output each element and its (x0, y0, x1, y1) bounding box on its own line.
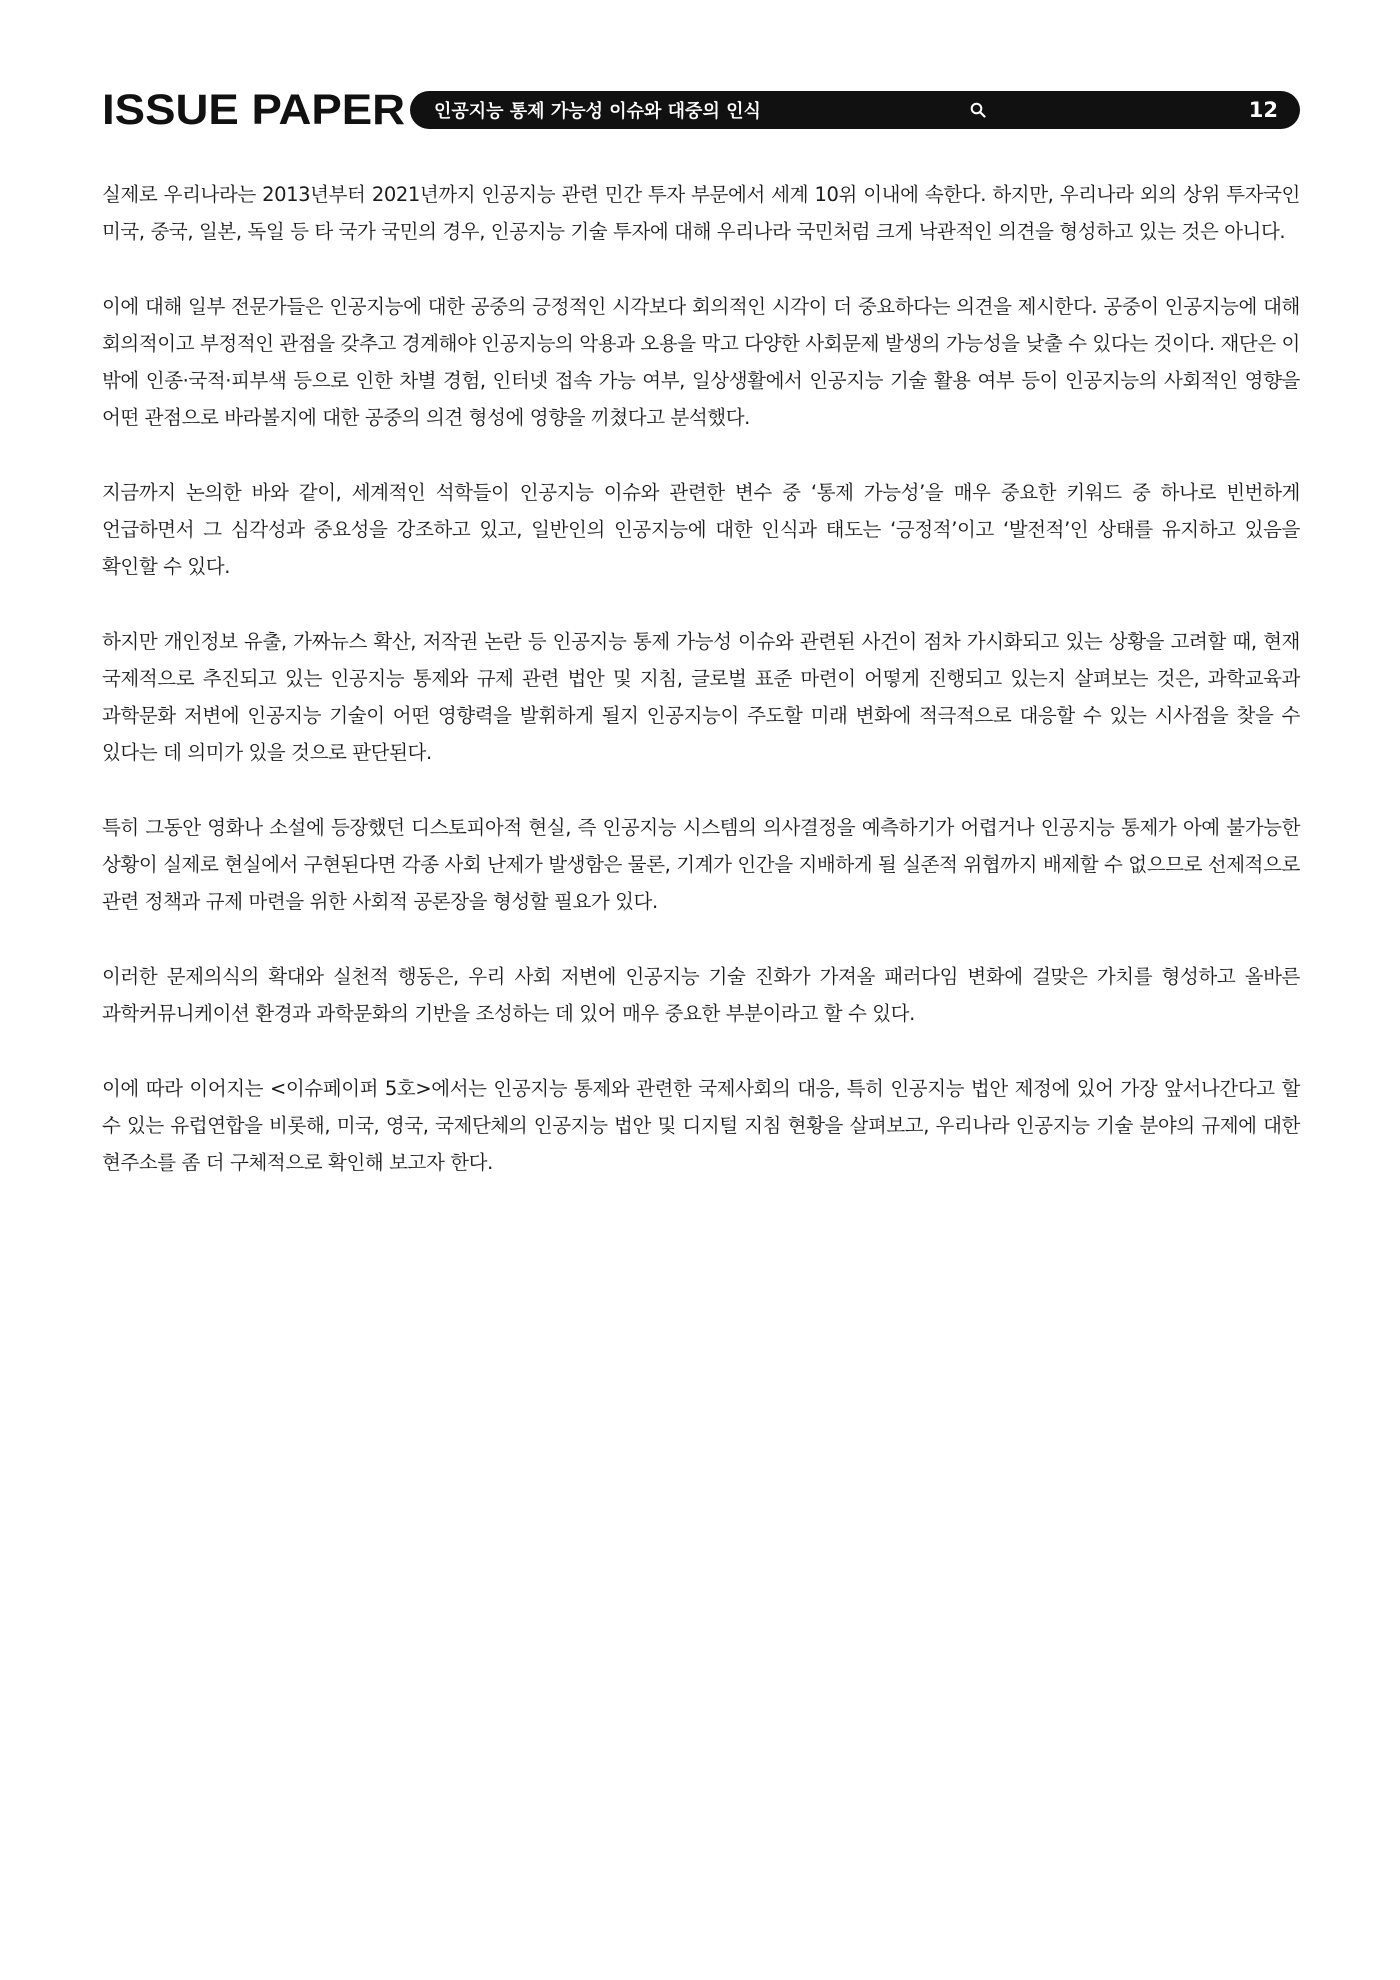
issue-paper-logo: ISSUE PAPER (102, 86, 406, 134)
search-icon (970, 102, 986, 118)
header-title: 인공지능 통제 가능성 이슈와 대중의 인식 (433, 101, 761, 122)
paragraph: 이러한 문제의식의 확대와 실천적 행동은, 우리 사회 저변에 인공지능 기술 진화가 가져올 패러다임 변화에 걸맞은 가치를 형성하고 올바른 과학커뮤니케이션 환경과 과학문화의 기반을 조성하는 데 있어 매우 중요한 부분이라고 할 수 있다. (102, 965, 1300, 1025)
paragraph: 지금까지 논의한 바와 같이, 세계적인 석학들이 인공지능 이슈와 관련한 변수 중 ‘통제 가능성’을 매우 중요한 키워드 중 하나로 빈번하게 언급하면서 그 심각성과 중요성을 강조하고 있고, 일반인의 인공지능에 대한 인식과 태도는 ‘긍정적’이고 ‘발전적’인 상태를 유지하고 있음을 확인할 수 있다. (102, 481, 1300, 578)
header-title-bar (410, 91, 1300, 129)
page-number: 12 (1248, 98, 1278, 122)
paragraph: 실제로 우리나라는 2013년부터 2021년까지 인공지능 관련 민간 투자 부문에서 세계 10위 이내에 속한다. 하지만, 우리나라 외의 상위 투자국인 미국, 중국, 일본, 독일 등 타 국가 국민의 경우, 인공지능 기술 투자에 대해 우리나라 국민처럼 크게 낙관적인 의견을 형성하고 있는 것은 아니다. (102, 183, 1300, 243)
paragraph: 하지만 개인정보 유출, 가짜뉴스 확산, 저작권 논란 등 인공지능 통제 가능성 이슈와 관련된 사건이 점차 가시화되고 있는 상황을 고려할 때, 현재 국제적으로 추진되고 있는 인공지능 통제와 규제 관련 법안 및 지침, 글로벌 표준 마련이 어떻게 진행되고 있는지 살펴보는 것은, 과학교육과 과학문화 저변에 인공지능 기술이 어떤 영향력을 발휘하게 될지 인공지능이 주도할 미래 변화에 적극적으로 대응할 수 있는 시사점을 찾을 수 있다는 데 의미가 있을 것으로 판단된다. (102, 630, 1300, 764)
page-header (102, 88, 1300, 132)
paragraph: 특히 그동안 영화나 소설에 등장했던 디스토피아적 현실, 즉 인공지능 시스템의 의사결정을 예측하기가 어렵거나 인공지능 통제가 아예 불가능한 상황이 실제로 현실에서 구현된다면 각종 사회 난제가 발생함은 물론, 기계가 인간을 지배하게 될 실존적 위협까지 배제할 수 없으므로 선제적으로 관련 정책과 규제 마련을 위한 사회적 공론장을 형성할 필요가 있다. (102, 816, 1300, 913)
paragraph: 이에 대해 일부 전문가들은 인공지능에 대한 공중의 긍정적인 시각보다 회의적인 시각이 더 중요하다는 의견을 제시한다. 공중이 인공지능에 대해 회의적이고 부정적인 관점을 갖추고 경계해야 인공지능의 악용과 오용을 막고 다양한 사회문제 발생의 가능성을 낮출 수 있다는 것이다. 재단은 이 밖에 인종·국적·피부색 등으로 인한 차별 경험, 인터넷 접속 가능 여부, 일상생활에서 인공지능 기술 활용 여부 등이 인공지능의 사회적인 영향을 어떤 관점으로 바라볼지에 대한 공중의 의견 형성에 영향을 끼쳤다고 분석했다. (102, 295, 1300, 429)
article-body (102, 176, 1300, 1219)
paragraph: 이에 따라 이어지는 <이슈페이퍼 5호>에서는 인공지능 통제와 관련한 국제사회의 대응, 특히 인공지능 법안 제정에 있어 가장 앞서나간다고 할 수 있는 유럽연합을 비롯해, 미국, 영국, 국제단체의 인공지능 법안 및 디지털 지침 현황을 살펴보고, 우리나라 인공지능 기술 분야의 규제에 대한 현주소를 좀 더 구체적으로 확인해 보고자 한다. (102, 1077, 1300, 1174)
